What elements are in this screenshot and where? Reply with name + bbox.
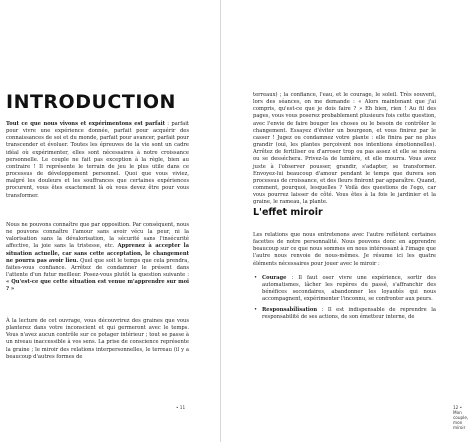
intro-paragraph-2-question: « Qu'est-ce que cette situation est venue m'apprendre sur moi ? » (6, 279, 189, 293)
left-page (0, 0, 220, 442)
list-item-term: Courage (262, 275, 287, 281)
intro-paragraph-1 (6, 121, 189, 200)
intro-paragraph-2-text-a: Nous ne pouvons connaître que par opposition. Par conséquent, nous ne pouvons connaître l'amour sans avoir vécu la peur, ni la valorisation sans la dévalorisation, la sécurité sans l'insécurité affective, la joie sans la tristesse, etc. (6, 222, 189, 250)
list-item-courage (253, 275, 436, 304)
page-number-left: • 11 (176, 405, 186, 410)
section-title: L'effet miroir (253, 207, 323, 218)
bullet-icon: • (254, 275, 258, 281)
list-item-term: Responsabilisation (262, 306, 318, 313)
intro-paragraph-1-bold: Tout ce que nous vivons et expérimentons est parfait (6, 121, 165, 127)
page-number-right: 12 • Mon couple, mon miroir (453, 405, 468, 430)
list-item-text: : Il est indispensable de reprendre la responsabilité de ses actions, de son émetteur interne, de (262, 306, 436, 320)
intro-paragraph-3: À la lecture de cet ouvrage, vous découvrirez des graines que vous planterez dans votre inconscient et qui germeront avec le temps. Vous n'avez aucun contrôle sur ce potager intérieur ; tout se passe à un niveau inaccessible à vos sens. La prise de conscience représente la graine ; le miroir des relations interpersonnelles, le terreau (il y a beaucoup d'autres formes de (6, 318, 189, 360)
list-item-text: : Il faut oser vivre une expérience, sortir des automatismes, lâcher les repères du passé, s'affranchir des bénéfices secondaires, abandonner les loyautés qui nous accompagnent, expérimenter l'inconnu, se confronter aux peurs. (262, 275, 436, 303)
page-title: INTRODUCTION (6, 91, 176, 113)
mirror-elements-list (253, 275, 436, 321)
intro-paragraph-2-text-b: Quel que soit le temps que cela prendra, faites-vous confiance. Arrêtez de condamner le présent dans l'attente d'un futur meilleur. Posez-vous plutôt la question suivante : (6, 257, 190, 279)
intro-paragraph-2-bold: Apprenez à accepter la situation actuelle, car sans cette acceptation, le changement ne pourra pas avoir lieu. (6, 243, 189, 264)
intro-paragraph-2 (6, 222, 189, 294)
right-page (221, 0, 468, 442)
bullet-icon: • (254, 306, 258, 313)
list-item-responsabilisation (253, 307, 436, 321)
continued-paragraph: terreaux) ; la confiance, l'eau, et le courage, le soleil. Très souvent, lors des séances, on me demande : « Alors maintenant que j'ai compris, qu'est-ce que je dois faire ? » Eh bien, rien ! Au fil des pages, vous vous poserez probablement plusieurs fois cette question, avec l'envie de faire bouger les choses ou le besoin de contrôler le changement. Essayez d'éviter un bourgeon, et vous finirez par le casser ! Jugez ou condamnez votre plante : elle finira par ne plus grandir (oui, les plantes perçoivent nos intentions émotionnelles). Arrêtez de fertiliser ou d'arroser trop ou pas assez et elle se noiera ou se desséchera. Privez-la de lumière, et elle mourra. Vous avez juste à l'observer pousser, grandir, s'adapter, se transformer. Envoyez-lui beaucoup d'amour pendant le temps que durera son processus de croissance, et des fleurs finiront par apparaître. Quand, comment, pourquoi, lesquelles ? Voilà des questions de l'ego, car vous pourrez laisser de côté. Vous êtes à la fois le jardinier et la graine, le rameau, la plante. (253, 92, 436, 206)
mirror-paragraph: Les relations que nous entretenons avec l'autre reflètent certaines facettes de notre personnalité. Nous pouvons donc en apprendre beaucoup sur ce que nous sommes en nous intéressant à l'image que l'autre nous renvoie de nous-mêmes. Je résume ici les quatre éléments nécessaires pour jouer avec le miroir : (253, 232, 436, 267)
intro-paragraph-1-text: : parfait pour vivre une expérience donnée, parfait pour acquérir des connaissances de soi et du monde, parfait pour avancer, parfait pour transcender et évoluer. Toutes les épreuves de la vie sont un cadre idéal où expérimenter, elles sont nécessaires à notre croissance personnelle. Le couple ne fait pas exception à la règle, bien au contraire ! Il représente le terrain de jeu le plus utile dans ce processus de développement personnel. Quoi que vous viviez, malgré les douleurs et les souffrances que certaines expériences procurent, vous êtes exactement là où vous devez être pour vous transformer. (6, 121, 189, 199)
